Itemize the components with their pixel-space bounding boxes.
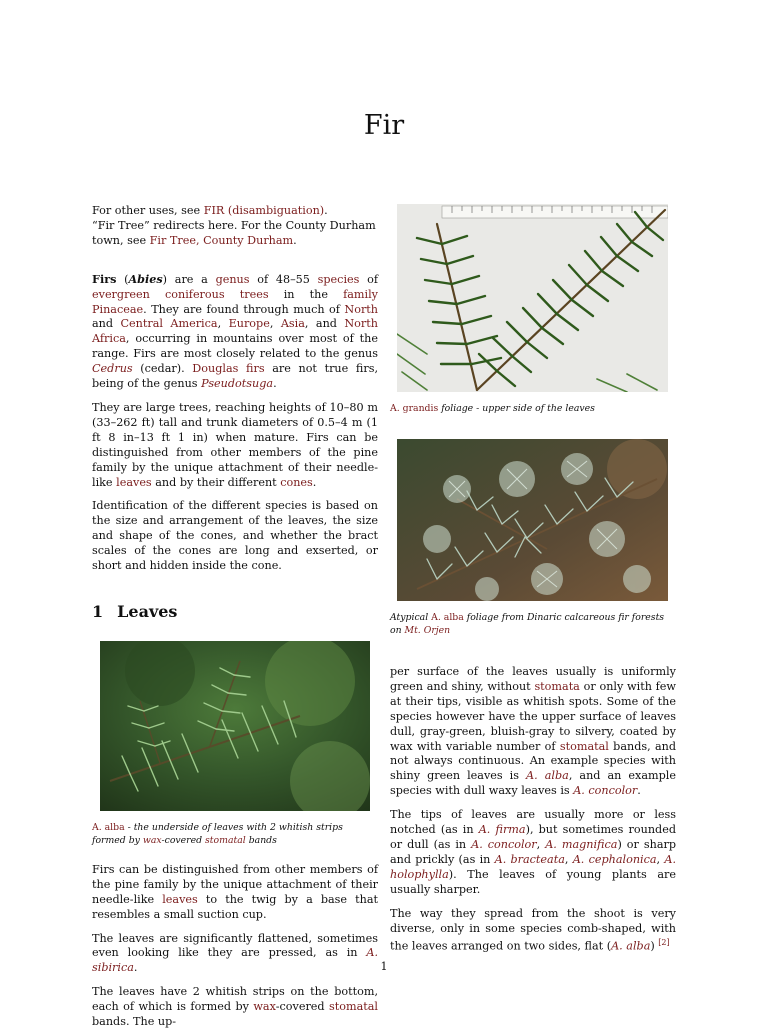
text: ) or sharp and prickly (as in	[390, 837, 677, 866]
text: are not true firs, being of the genus	[92, 362, 379, 391]
cones-link[interactable]: cones	[280, 475, 313, 489]
text: to the twig by a base that resembles a small suction cup.	[92, 892, 378, 921]
section-number: 1	[92, 601, 104, 621]
figure-caption-alba-dinaric	[390, 611, 676, 637]
text: , occurring in mountains over most of the range. Firs are most closely related to the genus	[92, 332, 378, 361]
wax-link[interactable]: wax	[253, 1000, 276, 1014]
term-firs: Firs	[92, 271, 117, 286]
text: .	[637, 784, 641, 798]
intro-paragraph-1	[92, 272, 378, 392]
hatnote	[92, 204, 378, 249]
hatnote-text: .	[293, 233, 297, 247]
fir-branch-photo-blurred	[100, 641, 370, 811]
text: . They are found through much of	[143, 302, 345, 316]
caption-alba-link[interactable]: A. alba	[92, 821, 125, 833]
bracteata-link[interactable]: A. bracteata	[494, 852, 565, 866]
caption-wax-link[interactable]: wax	[142, 834, 162, 846]
text: (	[116, 272, 129, 286]
text: ,	[269, 317, 281, 331]
leaves-paragraph-3	[92, 985, 378, 1030]
text: )	[650, 940, 659, 954]
text: in the	[268, 287, 344, 301]
caption-text: Atypical	[390, 612, 432, 623]
family-link[interactable]: family	[343, 287, 378, 301]
hatnote-text: “Fir Tree” redirects here. For the County Durham town, see	[92, 218, 376, 247]
intro-paragraph-2	[92, 401, 378, 490]
leaves-paragraph-1	[92, 863, 378, 923]
figure-caption-grandis	[390, 402, 676, 415]
text: ). The leaves of young plants are usually sharper.	[390, 867, 676, 896]
reference-link[interactable]: [2]	[658, 938, 670, 948]
text: ) are a	[162, 272, 216, 286]
concolor-link[interactable]: A. concolor	[573, 784, 638, 798]
firma-link[interactable]: A. firma	[478, 823, 526, 837]
leaves-link[interactable]: leaves	[162, 892, 198, 906]
text: , and an example species with dull waxy leaves is	[390, 769, 676, 798]
holophylla-link[interactable]: A. holophylla	[390, 852, 676, 881]
text: (cedar).	[132, 362, 193, 376]
coniferous-link[interactable]: coniferous	[165, 287, 225, 301]
hatnote-line-1	[92, 204, 378, 219]
text: ,	[217, 317, 229, 331]
text: ,	[656, 852, 665, 866]
leaves-link[interactable]: leaves	[116, 475, 152, 489]
fir-tree-durham-link[interactable]: Fir Tree, County Durham	[149, 233, 294, 247]
text: and	[92, 317, 121, 331]
stomata-link[interactable]: stomata	[534, 679, 580, 693]
text	[225, 288, 240, 301]
text: , and	[304, 317, 345, 331]
asia-link[interactable]: Asia	[280, 317, 305, 331]
hatnote-text: For other uses, see	[92, 204, 204, 217]
text: per surface of the leaves usually is uniformly green and shiny, without	[390, 665, 676, 693]
stomatal-link[interactable]: stomatal	[328, 1000, 378, 1014]
figure-caption-alba-underside	[92, 821, 378, 847]
text: and by their different	[151, 475, 281, 489]
caption-text: foliage - upper side of the leaves	[438, 403, 595, 414]
text: .	[312, 475, 317, 489]
text: -covered	[275, 1000, 329, 1014]
caption-alba-link[interactable]: A. alba	[431, 612, 464, 623]
text: of 48–55	[249, 272, 318, 286]
pinaceae-link[interactable]: Pinaceae	[92, 302, 144, 316]
caption-stomatal-link[interactable]: stomatal	[205, 834, 246, 846]
leaves-paragraph-5	[390, 907, 676, 955]
leaves-paragraph-3-continued	[390, 665, 676, 799]
europe-link[interactable]: Europe	[228, 317, 270, 331]
text: The leaves are significantly flattened, sometimes even looking like they are pressed, as in	[92, 931, 378, 960]
caption-text: bands	[245, 834, 277, 846]
alba-link[interactable]: A. alba	[611, 940, 651, 954]
caption-grandis-link[interactable]: A. grandis	[390, 403, 439, 414]
cephalonica-link[interactable]: A. cephalonica	[572, 852, 657, 866]
text: The tips of leaves are usually more or less notched (as in	[390, 808, 676, 837]
text: .	[133, 961, 138, 975]
concolor-link[interactable]: A. concolor	[471, 837, 537, 851]
text: bands, and not always continuous. An example species with shiny green leaves is	[390, 739, 676, 783]
fir-branch-photo-silvery	[397, 439, 668, 601]
douglas-firs-link[interactable]: Douglas firs	[192, 362, 265, 376]
text: of	[359, 272, 379, 286]
sibirica-link[interactable]: A. sibirica	[92, 946, 378, 975]
text: The leaves have 2 whitish strips on the bottom, each of which is formed by	[92, 985, 378, 1014]
term-abies: Abies	[128, 271, 163, 286]
text: Firs can be distinguished from other members of the pine family by the unique attachment of their needle-like	[92, 862, 378, 906]
figure-alba-underside-image[interactable]	[100, 641, 370, 811]
caption-text: -covered	[161, 834, 206, 846]
text: ), but sometimes rounded or dull (as in	[390, 823, 676, 851]
north-america-link[interactable]: North	[344, 302, 378, 316]
cedrus-link[interactable]: Cedrus	[92, 362, 133, 376]
text: bands. The up-	[92, 1015, 177, 1029]
trees-link[interactable]: trees	[239, 287, 269, 301]
page-title: Fir	[363, 110, 405, 141]
text: or only with few at their tips, visible as whitish spots. Some of the species however have the upper surface of leaves dull, gray-green, bluish-gray to silvery, coated by wax with variable number of	[390, 679, 676, 753]
central-america-link[interactable]: Central America	[120, 317, 218, 331]
figure-alba-dinaric-image[interactable]	[397, 439, 668, 601]
caption-orjen-link[interactable]: Mt. Orjen	[404, 625, 451, 636]
left-column	[92, 204, 378, 1030]
caption-text: - the underside of leaves with 2 whitish strips formed by	[92, 821, 343, 846]
right-column	[390, 204, 676, 955]
text: ,	[536, 837, 546, 851]
hatnote-text: .	[324, 204, 328, 217]
page-number: 1	[380, 960, 388, 973]
text: The way they spread from the shoot is very diverse, only in some species comb-shaped, with the leaves arranged on two sides, flat (	[390, 906, 676, 954]
stomatal-link[interactable]: stomatal	[559, 739, 609, 753]
genus-link[interactable]: genus	[215, 272, 250, 286]
text: ,	[564, 852, 573, 866]
text: They are large trees, reaching heights of 10–80 m (33–262 ft) tall and trunk diameters of 0.5–4 m (1 ft 8 in–13 ft 1 in) when mature. Firs can be distinguished from other members of the pine family by the unique attachment of their needle-like	[92, 400, 378, 489]
species-link[interactable]: species	[317, 272, 360, 286]
alba-link[interactable]: A. alba	[526, 769, 569, 783]
hatnote-line-2	[92, 219, 378, 249]
caption-text: foliage from Dinaric calcareous fir forests on	[390, 612, 665, 636]
text	[150, 288, 165, 301]
section-title: Leaves	[117, 601, 178, 621]
disambiguation-link[interactable]: FIR (disambiguation)	[203, 204, 325, 217]
figure-grandis-image[interactable]	[397, 204, 668, 392]
magnifica-link[interactable]: A. magnifica	[545, 837, 618, 851]
section-heading-leaves	[92, 602, 378, 621]
fir-branch-photo-ruler	[397, 204, 668, 392]
text: .	[273, 377, 277, 391]
intro-paragraph-3: Identification of the different species is based on the size and arrangement of the leaves, the size and shape of the cones, and whether the bract scales of the cones are long and exserted, or short and hidden inside the cone.	[92, 499, 378, 573]
north-africa-link[interactable]: North Africa	[92, 317, 378, 346]
leaves-paragraph-4	[390, 808, 676, 897]
evergreen-link[interactable]: evergreen	[92, 287, 150, 301]
pseudotsuga-link[interactable]: Pseudotsuga	[201, 377, 274, 391]
